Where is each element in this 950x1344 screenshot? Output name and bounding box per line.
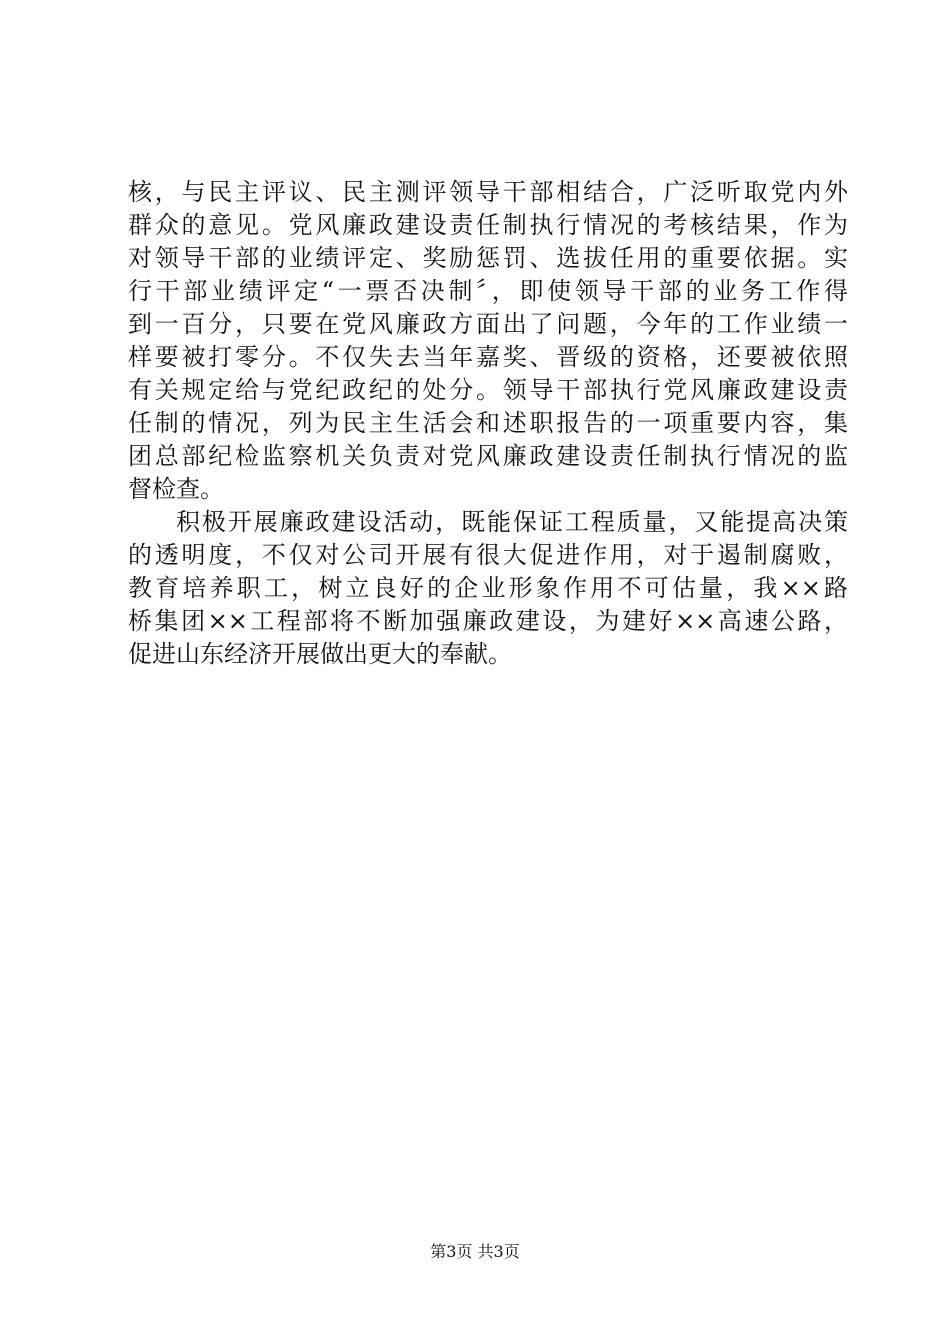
paragraph-1-line-8: 任制的情况，列为民主生活会和述职报告的一项重要内容，集 — [128, 409, 848, 437]
paragraph-1-line-5: 到一百分，只要在党风廉政方面出了问题，今年的工作业绩一 — [128, 310, 848, 338]
paragraph-2-line-2: 的透明度，不仅对公司开展有很大促进作用，对于遏制腐败， — [128, 541, 848, 569]
paragraph-1-line-1: 核，与民主评议、民主测评领导干部相结合，广泛听取党内外 — [128, 178, 848, 206]
document-body — [128, 176, 848, 671]
page-number-label: 第3页 共3页 — [430, 1242, 520, 1261]
paragraph-1-line-4: 行干部业绩评定“一票否决制〞，即使领导干部的业务工作得 — [128, 277, 848, 305]
paragraph-1-line-6: 样要被打零分。不仅失去当年嘉奖、晋级的资格，还要被依照 — [128, 343, 848, 371]
paragraph-2-line-1: 积极开展廉政建设活动，既能保证工程质量，又能提高决策 — [176, 508, 848, 536]
paragraph-2-line-5: 促进山东经济开展做出更大的奉献。 — [128, 640, 512, 668]
paragraph-1-line-2: 群众的意见。党风廉政建设责任制执行情况的考核结果，作为 — [128, 211, 848, 239]
paragraph-1-line-3: 对领导干部的业绩评定、奖励惩罚、选拔任用的重要依据。实 — [128, 244, 848, 272]
paragraph-1-line-7: 有关规定给与党纪政纪的处分。领导干部执行党风廉政建设责 — [128, 376, 848, 404]
page-footer — [0, 1241, 950, 1263]
paragraph-2-line-4: 桥集团××工程部将不断加强廉政建设，为建好××高速公路， — [128, 607, 848, 635]
paragraph-1-line-10: 督检查。 — [128, 475, 224, 503]
paragraph-2-line-3: 教育培养职工，树立良好的企业形象作用不可估量，我××路 — [128, 574, 848, 602]
paragraph-1-line-9: 团总部纪检监察机关负责对党风廉政建设责任制执行情况的监 — [128, 442, 848, 470]
